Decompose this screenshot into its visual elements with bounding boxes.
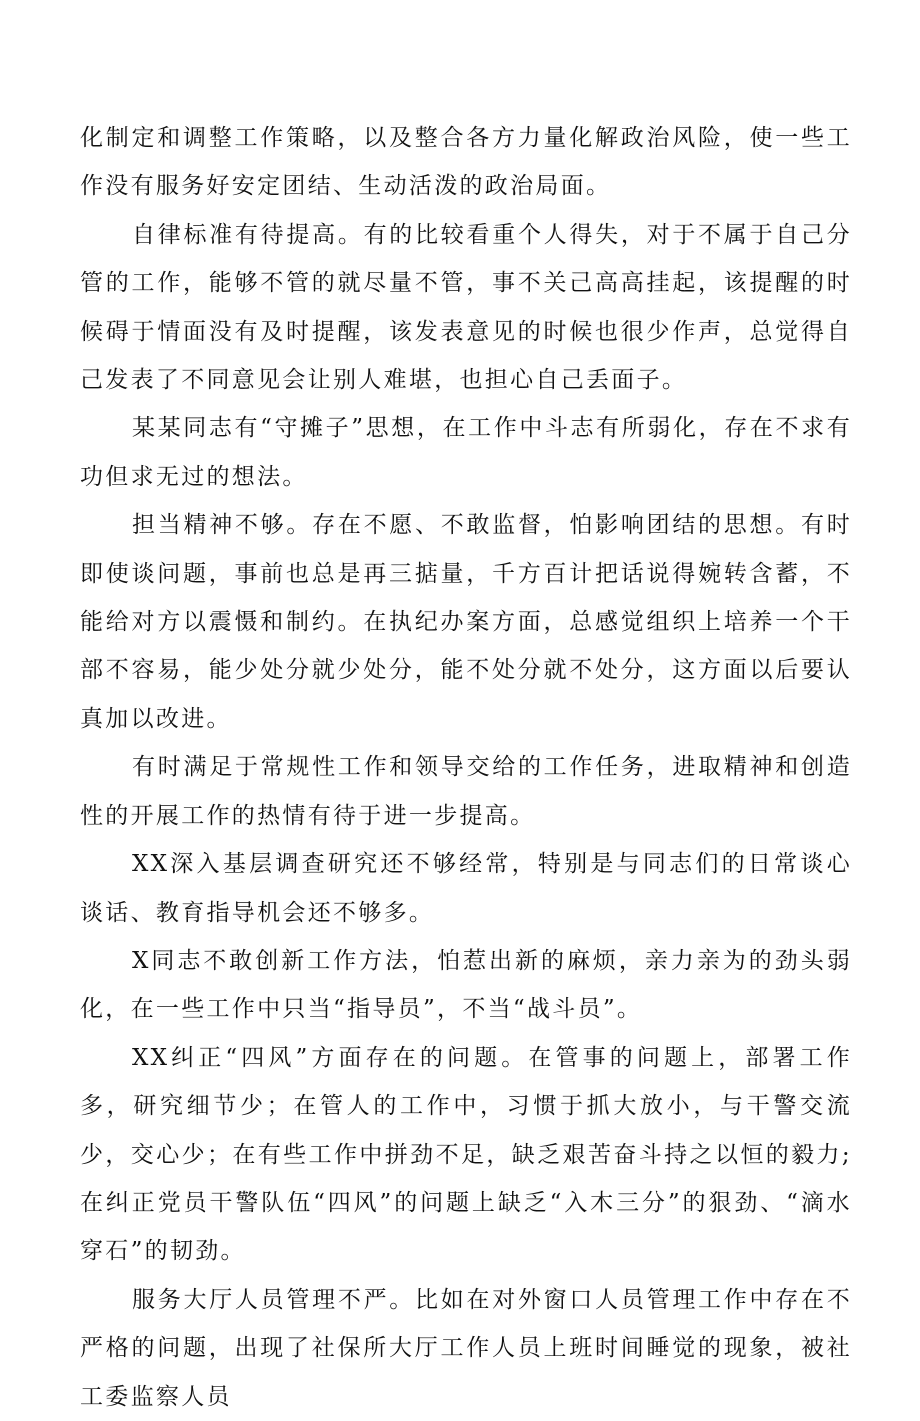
paragraph-service-hall: 服务大厅人员管理不严。比如在对外窗口人员管理工作中存在不严格的问题，出现了社保所大厅工作人员上班时间睡觉的现象，被社工委监察人员 (80, 1286, 852, 1410)
paragraph-four-winds: XX纠正“四风”方面存在的问题。在管事的问题上，部署工作多，研究细节少；在管人的工作中，习惯于抓大放小，与干警交流少，交心少；在有些工作中拼劲不足，缺乏艰苦奋斗持之以恒的毅力;在纠正党员干警队伍“四风”的问题上缺乏“入木三分”的狠劲、“滴水穿石”的韧劲。 (80, 1044, 852, 1265)
paragraph-responsibility: 担当精神不够。存在不愿、不敢监督，怕影响团结的思想。有时即使谈问题，事前也总是再三掂量，千方百计把话说得婉转含蓄，不能给对方以震慑和制约。在执纪办案方面，总感觉组织上培养一个干部不容易，能少处分就少处分，能不处分就不处分，这方面以后要认真加以改进。 (80, 512, 852, 732)
paragraph-routine-work: 有时满足于常规性工作和领导交给的工作任务，进取精神和创造性的开展工作的热情有待于进一步提高。 (80, 754, 852, 829)
paragraph-grassroots-research: XX深入基层调查研究还不够经常，特别是与同志们的日常谈心谈话、教育指导机会还不够多。 (80, 851, 852, 926)
paragraph-guarding-stall: 某某同志有“守摊子”思想，在工作中斗志有所弱化，存在不求有功但求无过的想法。 (80, 415, 852, 490)
paragraph-continued-strategy: 化制定和调整工作策略，以及整合各方力量化解政治风险，使一些工作没有服务好安定团结、生动活泼的政治局面。 (80, 125, 852, 200)
document-body (80, 114, 852, 1421)
paragraph-self-discipline: 自律标准有待提高。有的比较看重个人得失，对于不属于自己分管的工作，能够不管的就尽量不管，事不关己高高挂起，该提醒的时候碍于情面没有及时提醒，该发表意见的时候也很少作声，总觉得自己发表了不同意见会让别人难堪，也担心自己丢面子。 (80, 221, 852, 394)
paragraph-innovation: X同志不敢创新工作方法，怕惹出新的麻烦，亲力亲为的劲头弱化，在一些工作中只当“指导员”，不当“战斗员”。 (80, 947, 852, 1023)
